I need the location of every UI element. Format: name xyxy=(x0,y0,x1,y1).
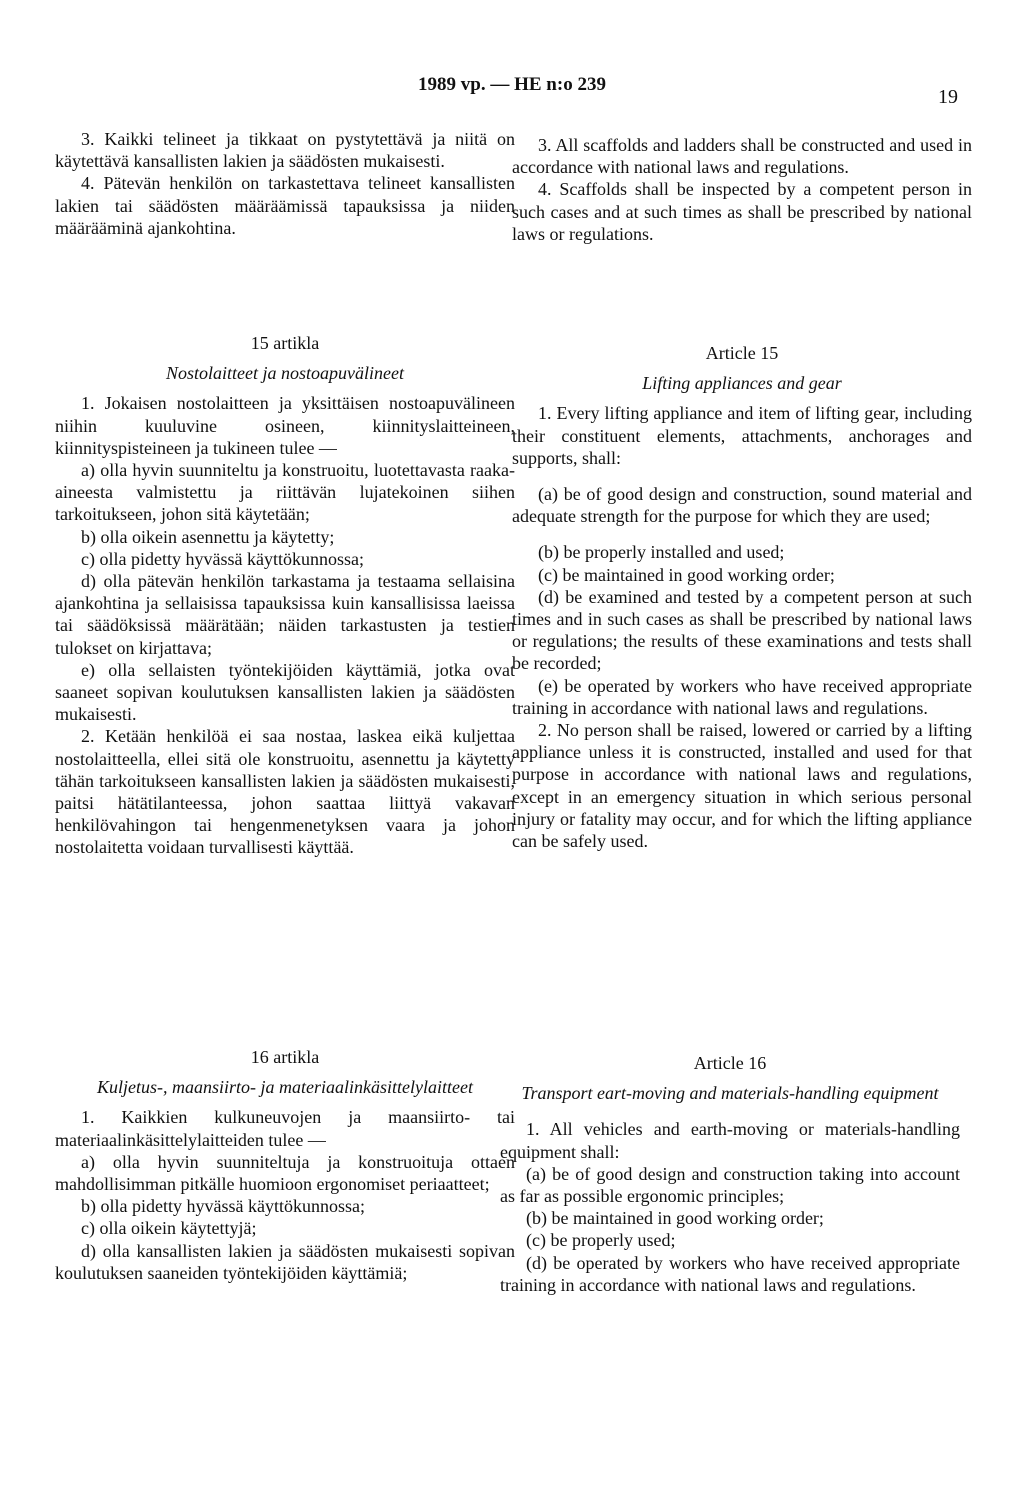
article-title: Transport eart-moving and materials-handling equipment xyxy=(521,1083,939,1104)
paragraph: 2. Ketään henkilöä ei saa nostaa, laskea eikä kuljettaa nostolaitteella, ellei sitä ole konstruoitu, asennettu ja käytetty tähän tarkoitukseen kansallisten lakien ja säädösten mukaisesti, paitsi hätätilanteessa, johon saattaa liittyä vakavan henkilövahingon tai hengenmenetyksen vaara ja johon nostolaitetta voidaan turvallisesti käyttää. xyxy=(55,726,515,858)
article-title: Kuljetus-, maansiirto- ja materiaalinkäsittelylaitteet xyxy=(97,1077,473,1098)
article-number: Article 16 xyxy=(693,1053,767,1073)
paragraph: 2. No person shall be raised, lowered or carried by a lifting appliance unless it is constructed, installed and used for that purpose in accordance with national laws and regulations, except in an emergency situation in which serious personal injury or fatality may occur, and for which the lifting appliance can be safely used. xyxy=(512,720,972,852)
list-item: a) olla hyvin suunniteltu ja konstruoitu, luotettavasta raaka-aineesta valmistettu ja riittävän lujatekoinen siihen tarkoitukseen, johon sitä käytetään; xyxy=(55,460,515,525)
article-number: Article 15 xyxy=(705,343,779,363)
finnish-top-section xyxy=(55,128,515,239)
paragraph: 1. Jokaisen nostolaitteen ja yksittäisen nostoapuvälineen niihin kuuluvine osineen, kiinnityslaitteineen, kiinnityspisteineen ja tukineen tulee — xyxy=(55,393,515,458)
article-title: Nostolaitteet ja nostoapuvälineet xyxy=(166,363,404,384)
list-item: d) olla pätevän henkilön tarkastama ja testaama sellaisina ajankohtina ja sellaisissa tapauksissa kuin kansallisissa laeissa tai säädöksissä määrätään; näiden tarkastusten ja testien tulokset on kirjattava; xyxy=(55,571,515,658)
list-item: (a) be of good design and construction, sound material and adequate strength for the purpose for which they are used; xyxy=(512,484,972,527)
article-number: 15 artikla xyxy=(250,333,320,353)
running-header: 1989 vp. — HE n:o 239 xyxy=(418,74,606,95)
list-item: b) olla oikein asennettu ja käytetty; xyxy=(81,526,335,547)
list-item: (c) be properly used; xyxy=(526,1230,676,1251)
finnish-article-15 xyxy=(55,332,515,859)
english-top-section xyxy=(512,134,972,245)
paragraph: 3. Kaikki telineet ja tikkaat on pystytettävä ja niitä on käytettävä kansallisten lakien ja säädösten mukaisesti. xyxy=(55,129,515,172)
paragraph: 3. All scaffolds and ladders shall be constructed and used in accordance with national laws and regulations. xyxy=(512,135,972,178)
paragraph: 1. Kaikkien kulkuneuvojen ja maansiirto- tai materiaalinkäsittelylaitteiden tulee — xyxy=(55,1107,515,1150)
list-item: c) olla pidetty hyvässä käyttökunnossa; xyxy=(81,548,364,569)
list-item: (c) be maintained in good working order; xyxy=(538,564,835,585)
list-item: (a) be of good design and construction taking into account as far as possible ergonomic principles; xyxy=(500,1163,960,1207)
paragraph: 4. Pätevän henkilön on tarkastettava telineet kansallisten lakien tai säädösten määräämissä tapauksissa ja niiden määrääminä ajankohtina. xyxy=(55,173,515,238)
paragraph: 1. All vehicles and earth-moving or materials-handling equipment shall: xyxy=(500,1119,960,1162)
article-number: 16 artikla xyxy=(250,1047,320,1067)
list-item: e) olla sellaisten työntekijöiden käyttämiä, jotka ovat saaneet sopivan koulutuksen kansallisten lakien ja säädösten mukaisesti. xyxy=(55,659,515,725)
paragraph: 4. Scaffolds shall be inspected by a competent person in such cases and at such times as shall be prescribed by national laws or regulations. xyxy=(512,179,972,244)
list-item: (b) be maintained in good working order; xyxy=(526,1208,824,1229)
list-item: c) olla oikein käytettyjä; xyxy=(81,1218,257,1239)
list-item: (b) be properly installed and used; xyxy=(538,542,785,563)
list-item: (e) be operated by workers who have received appropriate training in accordance with national laws and regulations. xyxy=(512,675,972,718)
list-item: (d) be examined and tested by a competent person at such times and in such cases as shall be prescribed by national laws or regulations; the results of these examinations and tests shall be recorded; xyxy=(512,586,972,674)
english-article-15 xyxy=(512,342,972,852)
list-item: (d) be operated by workers who have received appropriate training in accordance with national laws and regulations. xyxy=(500,1252,960,1295)
paragraph: 1. Every lifting appliance and item of lifting gear, including their constituent elements, attachments, anchorages and supports, shall: xyxy=(512,403,972,468)
english-article-16 xyxy=(500,1052,960,1296)
list-item: b) olla pidetty hyvässä käyttökunnossa; xyxy=(81,1196,365,1217)
page-number: 19 xyxy=(938,86,958,108)
article-title: Lifting appliances and gear xyxy=(642,373,842,394)
list-item: a) olla hyvin suunniteltuja ja konstruoituja ottaen mahdollisimman pitkälle huomioon ergonomiset periaatteet; xyxy=(55,1151,515,1195)
list-item: d) olla kansallisten lakien ja säädösten mukaisesti sopivan koulutuksen saaneiden työntekijöiden käyttämiä; xyxy=(55,1240,515,1283)
finnish-article-16 xyxy=(55,1046,515,1284)
